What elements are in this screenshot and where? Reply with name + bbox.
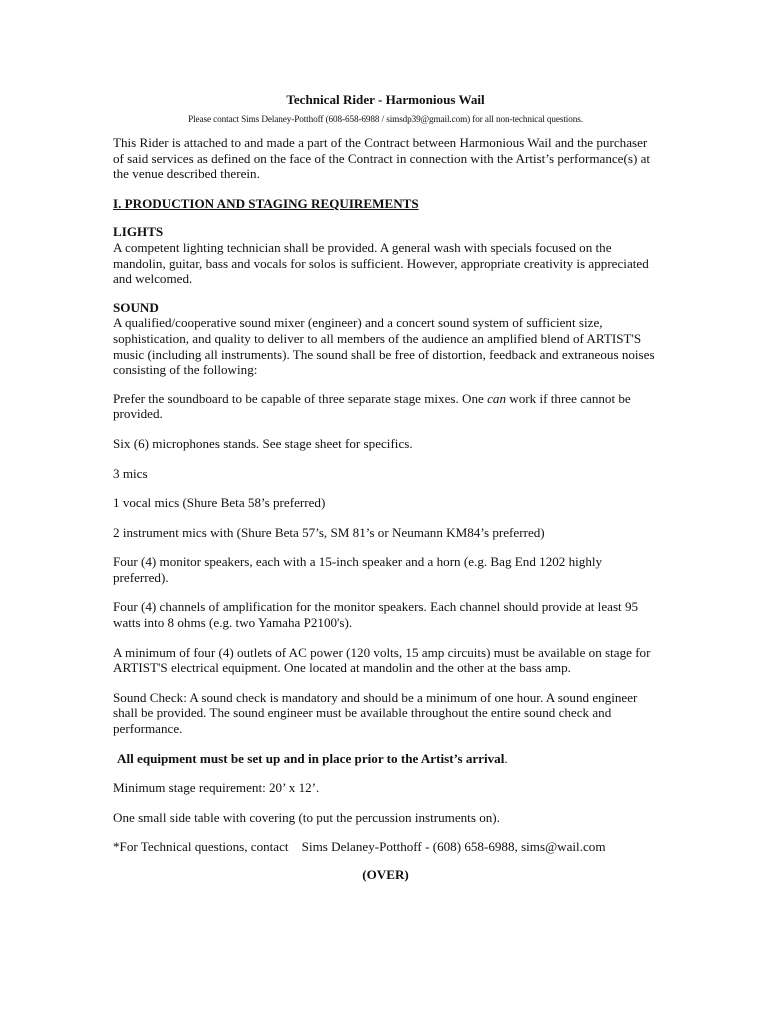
setup-notice-text: All equipment must be set up and in place prior to the Artist’s arrival — [117, 750, 505, 766]
over-marker: (OVER) — [362, 867, 409, 882]
lights-heading: LIGHTS — [113, 224, 164, 240]
list-item: Four (4) channels of amplification for the monitor speakers. Each channel should provide at least 95 watts into 8 ohms (e.g. two Yamaha P2100's). — [113, 599, 639, 631]
document-page — [113, 92, 658, 883]
sound-section — [113, 300, 658, 378]
soundboard-paragraph — [113, 391, 658, 422]
list-item: A minimum of four (4) outlets of AC power (120 volts, 15 amp circuits) must be available on stage for ARTIST'S electrical equipment. One located at mandolin and the other at the bass amp. — [113, 644, 651, 676]
section-heading: I. PRODUCTION AND STAGING REQUIREMENTS — [113, 195, 419, 211]
setup-notice: All equipment must be set up and in place prior to the Artist’s arrival. — [113, 751, 658, 767]
list-item: 1 vocal mics (Shure Beta 58’s preferred) — [113, 495, 326, 511]
list-item: 3 mics — [113, 465, 148, 481]
tech-contact: *For Technical questions, contact Sims Delaney-Potthoff - (608) 658-6988, sims@wail.com — [113, 839, 606, 855]
lights-section — [113, 224, 658, 286]
lights-text: A competent lighting technician shall be provided. A general wash with specials focused on the mandolin, guitar, bass and vocals for solos is sufficient. However, appropriate creativity is appreciated and welcomed. — [113, 239, 649, 287]
side-table-note: One small side table with covering (to put the percussion instruments on). — [113, 809, 500, 825]
intro-paragraph: This Rider is attached to and made a part of the Contract between Harmonious Wail and the purchaser of said services as defined on the face of the Contract in connection with the Artist’s performance(s) at the venue described therein. — [113, 135, 651, 182]
soundboard-emphasis: can — [487, 390, 507, 406]
sound-heading: SOUND — [113, 299, 159, 315]
document-subtitle: Please contact Sims Delaney-Potthoff (608-658-6988 / simsdp39@gmail.com) for all non-technical questions. — [188, 114, 583, 124]
list-item: Six (6) microphones stands. See stage sheet for specifics. — [113, 435, 413, 451]
document-title: Technical Rider - Harmonious Wail — [286, 92, 485, 107]
sound-text: A qualified/cooperative sound mixer (engineer) and a concert sound system of sufficient size, sophistication, and quality to deliver to all members of the audience an amplified blend of ARTIST'S music (including all instruments). The sound shall be free of distortion, feedback and extraneous noises consisting of the following: — [113, 315, 655, 378]
stage-requirement: Minimum stage requirement: 20’ x 12’. — [113, 780, 320, 796]
soundboard-text-after: work if three cannot be provided. — [113, 390, 631, 422]
list-item: Four (4) monitor speakers, each with a 15-inch speaker and a horn (e.g. Bag End 1202 highly preferred). — [113, 554, 603, 585]
list-item: 2 instrument mics with (Shure Beta 57’s, SM 81’s or Neumann KM84’s preferred) — [113, 524, 545, 540]
soundboard-text-before: Prefer the soundboard to be capable of three separate stage mixes. One — [113, 390, 488, 406]
list-item: Sound Check: A sound check is mandatory and should be a minimum of one hour. A sound engineer shall be provided. The sound engineer must be available throughout the entire sound check and performance. — [113, 689, 638, 737]
